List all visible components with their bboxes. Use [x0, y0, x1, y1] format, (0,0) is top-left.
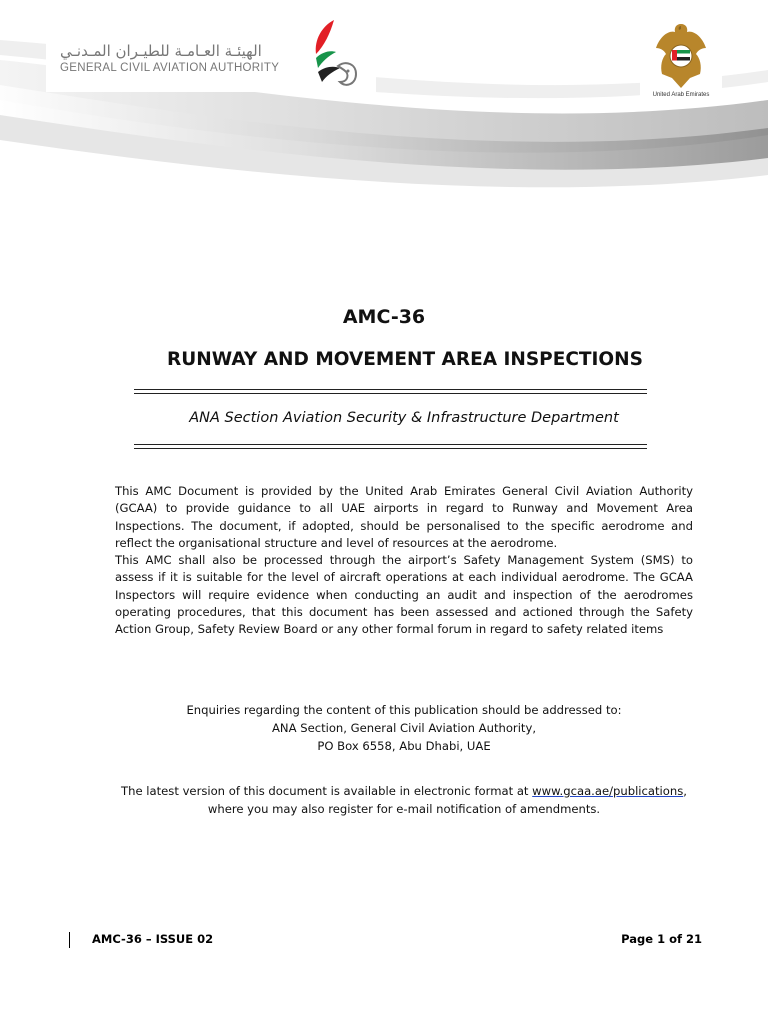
enquiries-line-3: PO Box 6558, Abu Dhabi, UAE [317, 739, 491, 753]
gcaa-arabic-name: الهيئـة العـامـة للطيـران المـدنـي [60, 42, 262, 60]
availability-suffix: , [683, 784, 687, 798]
publications-link[interactable]: www.gcaa.ae/publications [532, 784, 684, 798]
uae-emblem [640, 14, 722, 102]
enquiries-block [0, 701, 768, 755]
document-introduction [115, 483, 693, 639]
footer-page-number: Page 1 of 21 [621, 932, 702, 946]
document-code: AMC-36 [342, 306, 426, 328]
gcaa-falcon-icon [304, 16, 364, 92]
gcaa-english-name: GENERAL CIVIL AVIATION AUTHORITY [60, 62, 280, 74]
enquiries-line-1: Enquiries regarding the content of this publication should be addressed to: [186, 703, 622, 717]
document-title: RUNWAY AND MOVEMENT AREA INSPECTIONS [167, 349, 643, 370]
uae-emblem-caption: United Arab Emirates [652, 92, 710, 98]
title-divider-bottom [134, 444, 647, 449]
intro-paragraph-2: This AMC shall also be processed through the airport’s Safety Management System (SMS) to assess if it is suitable for the level of aircraft operations at each individual aerodrome. The GCAA Inspectors will require evidence when conducting an audit and inspection of the aerodromes operating procedures, that this document has been assessed and actioned through the Safety Action Group, Safety Review Board or any other formal forum in regard to safety related items [115, 553, 693, 637]
availability-line-2: where you may also register for e-mail notification of amendments. [207, 801, 601, 816]
uae-emblem-icon [652, 18, 710, 90]
department-subtitle: ANA Section Aviation Security & Infrastructure Department [189, 410, 619, 426]
availability-block [0, 783, 768, 818]
availability-line-1 [0, 783, 768, 801]
enquiries-line-2: ANA Section, General Civil Aviation Authority, [271, 721, 537, 735]
footer-change-bar [69, 932, 70, 948]
gcaa-logo [46, 6, 376, 92]
intro-paragraph-1: This AMC Document is provided by the United Arab Emirates General Civil Aviation Authority (GCAA) to provide guidance to all UAE airports in regard to Runway and Movement Area Inspections. The document, if adopted, should be personalised to the specific aerodrome and reflect the organisational structure and level of resources at the aerodrome. [115, 484, 693, 550]
title-divider-top [134, 389, 647, 394]
availability-prefix: The latest version of this document is available in electronic format at [121, 784, 533, 798]
footer-issue: AMC-36 – ISSUE 02 [92, 932, 214, 946]
